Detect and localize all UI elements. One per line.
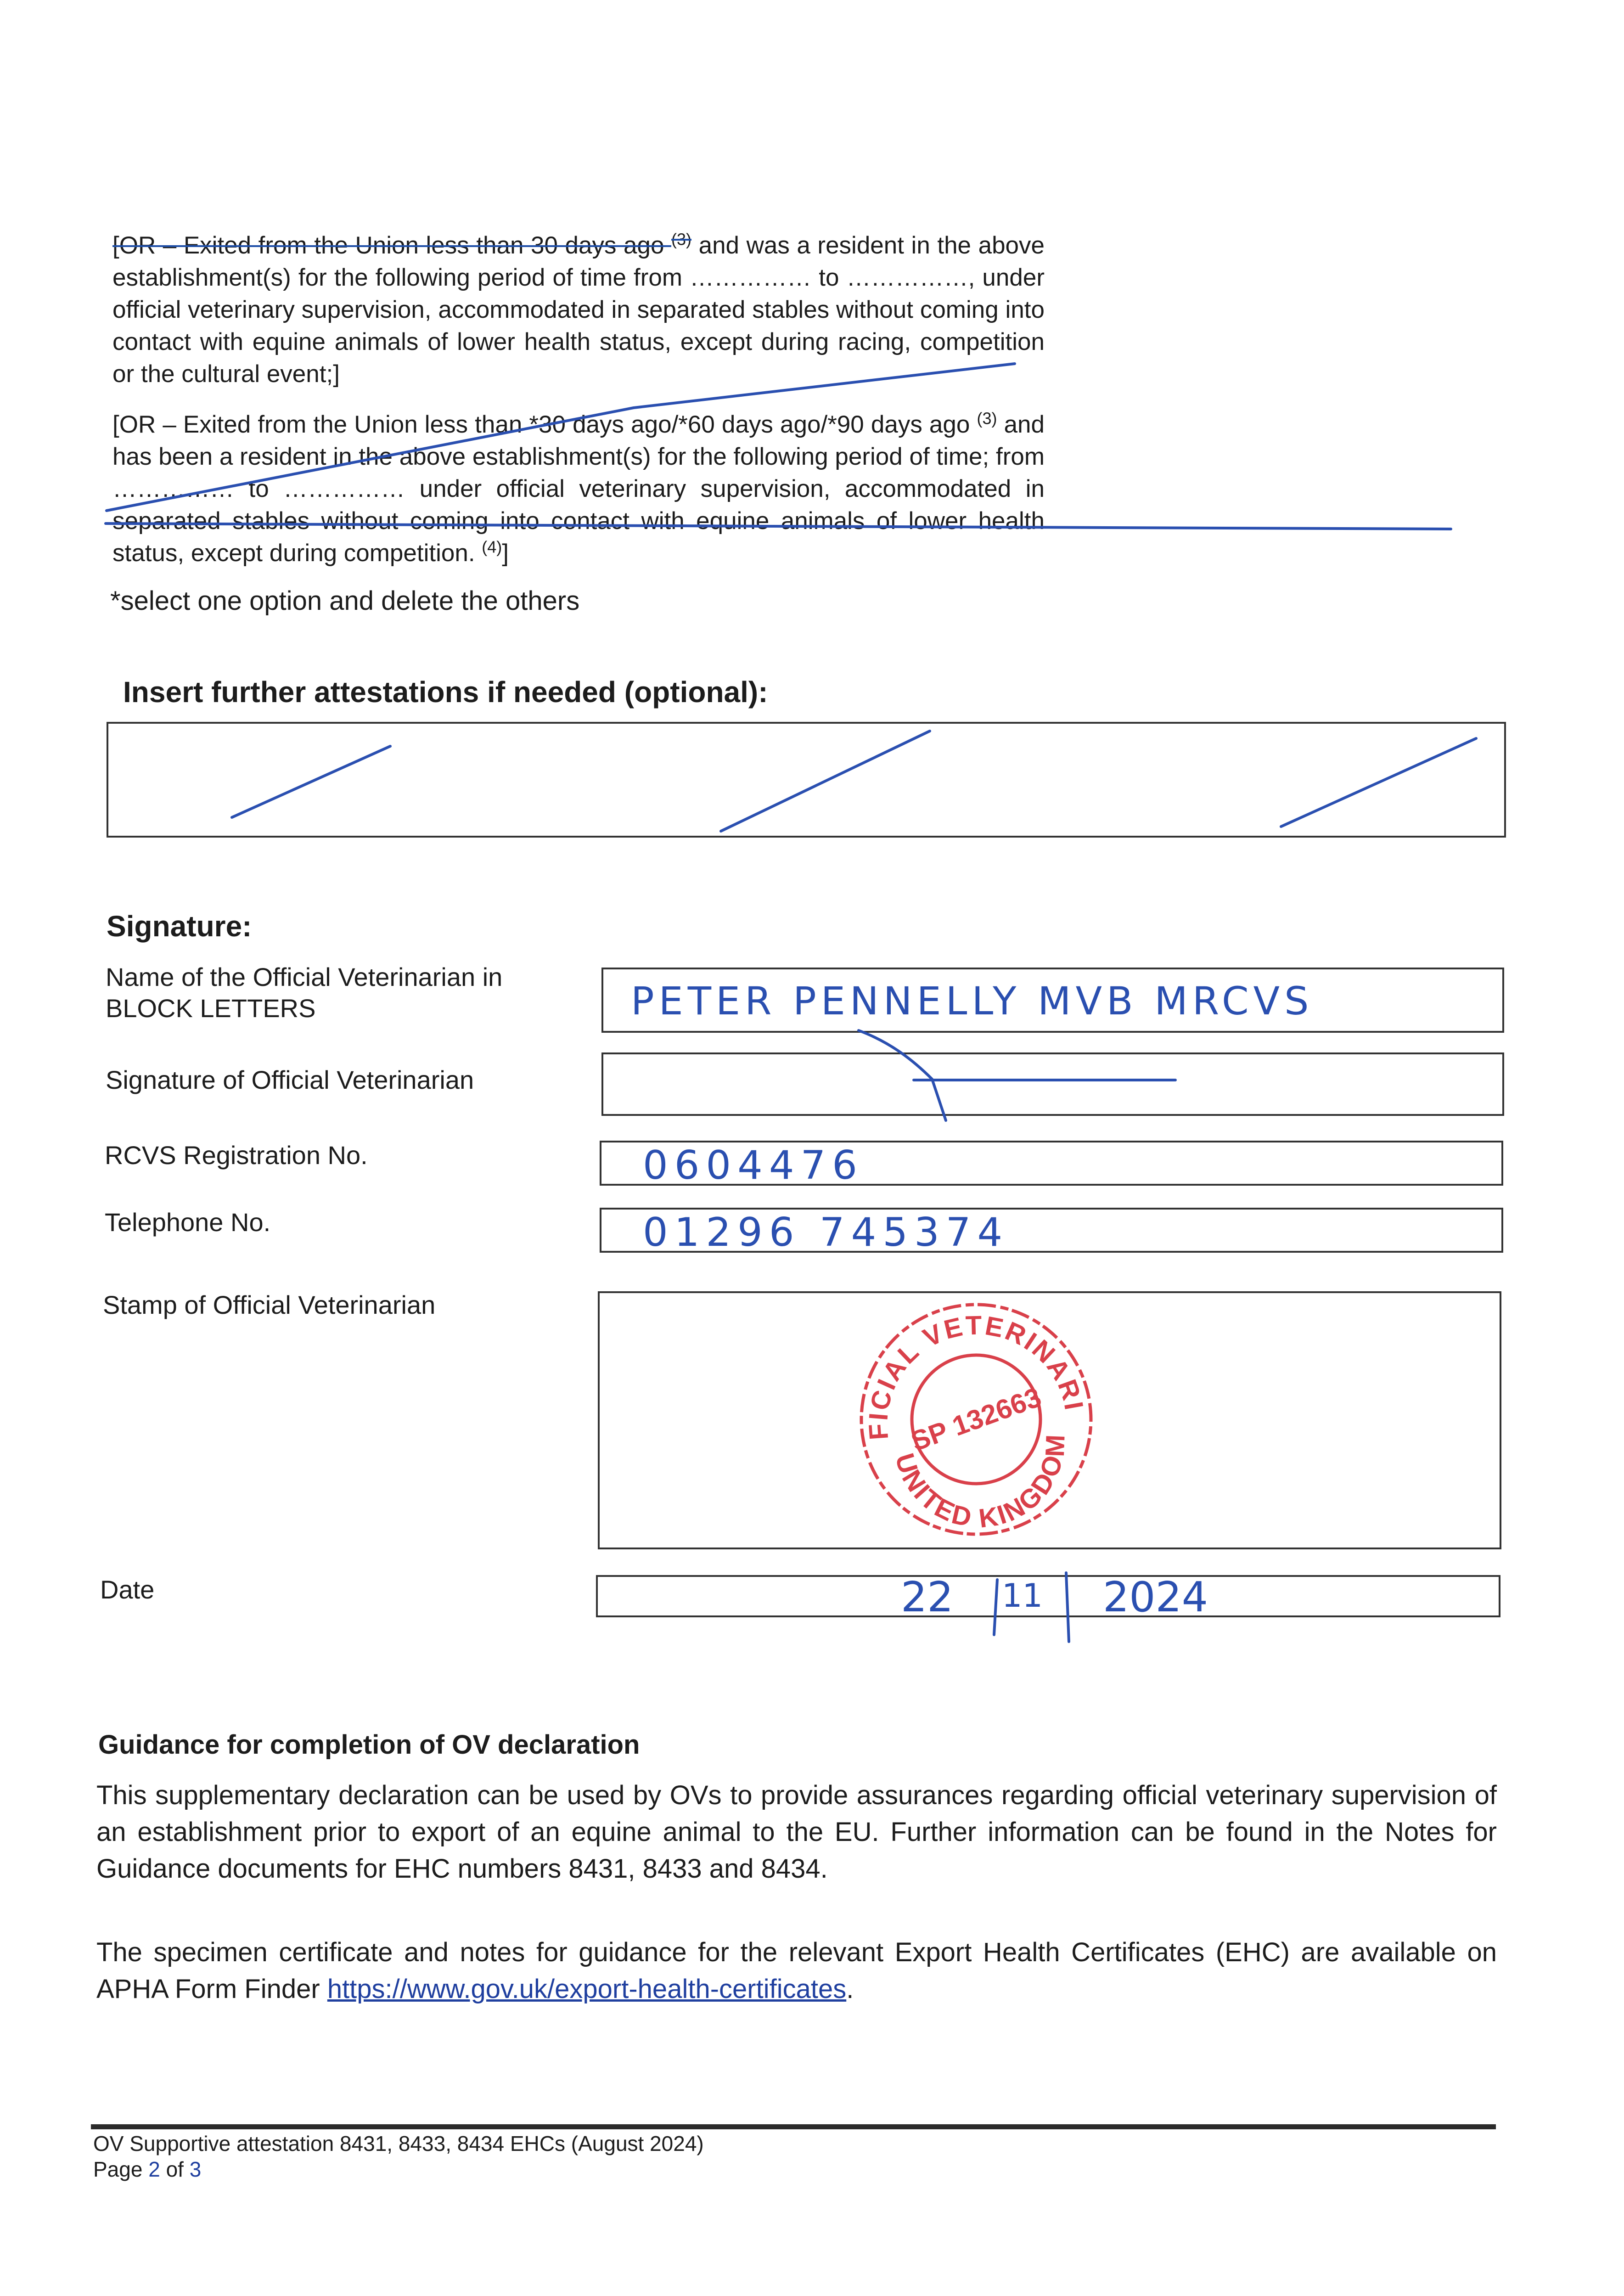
telephone-value: 01296 745374 — [643, 1210, 1009, 1255]
page-total: 3 — [189, 2157, 202, 2181]
option-2-body: and has been a resident in the above establishment(s) for the following period of time; from …………… to …………… under official veterinary supervision, accommodated in separated stables without coming into contact with equine animals of lower health status, except during competition. — [112, 411, 1045, 567]
footnote-ref: (3) — [671, 230, 692, 249]
form-finder-link[interactable]: https://www.gov.uk/export-health-certificates — [327, 1974, 847, 2004]
further-attestations-heading: Insert further attestations if needed (optional): — [123, 675, 768, 709]
date-month: 11 — [1002, 1577, 1043, 1615]
name-label: Name of the Official Veterinarian in BLOCK LETTERS — [106, 962, 503, 1023]
rcvs-label: RCVS Registration No. — [105, 1141, 368, 1170]
date-divider-2 — [1066, 1573, 1069, 1642]
option-1-body: and was a resident in the above establishment(s) for the following period of time from …………… to ……………, under official veterinary supervision, accommodated in separated stables without coming into contact with equine animals of lower health status, except during racing, competition or the cultural event;] — [112, 232, 1045, 388]
struck-text: [OR – Exited from the Union less than 30 days ago — [112, 232, 672, 259]
guidance-p2-end: . — [846, 1974, 854, 2004]
stamp-number: SP 132663 — [907, 1381, 1045, 1457]
cancel-stroke-bottom — [106, 523, 1451, 529]
guidance-p2-text: The specimen certificate and notes for guidance for the relevant Export Health Certificates (EHC) are available on APHA Form Finder — [96, 1937, 1497, 2004]
signature-stroke-1 — [859, 1030, 946, 1120]
of-word: of — [160, 2157, 190, 2181]
box-strike-1 — [232, 746, 390, 817]
stamp-top-text: OFFICIAL VETERINARIAN — [863, 1310, 1090, 1441]
stamp-bottom-text: UNITED KINGDOM — [889, 1432, 1071, 1534]
guidance-paragraph-1: This supplementary declaration can be used by OVs to provide assurances regarding official veterinary supervision of an establishment prior to export of an equine animal to the EU. Further information can be found in the Notes for Guidance documents for EHC numbers 8431, 8433 and 8434. — [96, 1780, 1497, 1884]
signature-heading: Signature: — [107, 910, 252, 943]
date-label: Date — [100, 1575, 155, 1604]
signature-label: Signature of Official Veterinarian — [106, 1065, 474, 1094]
telephone-label: Telephone No. — [105, 1208, 271, 1237]
stamp-label: Stamp of Official Veterinarian — [103, 1290, 436, 1319]
footnote-ref: (3) — [977, 409, 997, 428]
box-strike-2 — [721, 731, 930, 831]
date-year: 2024 — [1103, 1573, 1208, 1621]
box-strike-3 — [1281, 738, 1476, 827]
date-divider-1 — [994, 1580, 997, 1635]
rcvs-value: 0604476 — [643, 1142, 864, 1188]
name-value: PETER PENNELLY MVB MRCVS — [631, 979, 1314, 1024]
footer-title: OV Supportive attestation 8431, 8433, 8434 EHCs (August 2024) — [93, 2132, 704, 2155]
date-day: 22 — [901, 1573, 954, 1621]
option-2-lead: [OR – Exited from the Union less than *30 days ago/*60 days ago/*90 days ago — [112, 411, 977, 438]
page-current: 2 — [148, 2157, 160, 2181]
cancel-stroke-long — [634, 364, 1015, 408]
closing-bracket: ] — [502, 540, 509, 567]
footnote-ref: (4) — [482, 537, 502, 557]
guidance-heading: Guidance for completion of OV declaration — [98, 1730, 640, 1760]
select-note: *select one option and delete the others — [110, 586, 580, 616]
page-word: Page — [93, 2157, 149, 2181]
cancel-stroke-lower — [107, 408, 634, 511]
